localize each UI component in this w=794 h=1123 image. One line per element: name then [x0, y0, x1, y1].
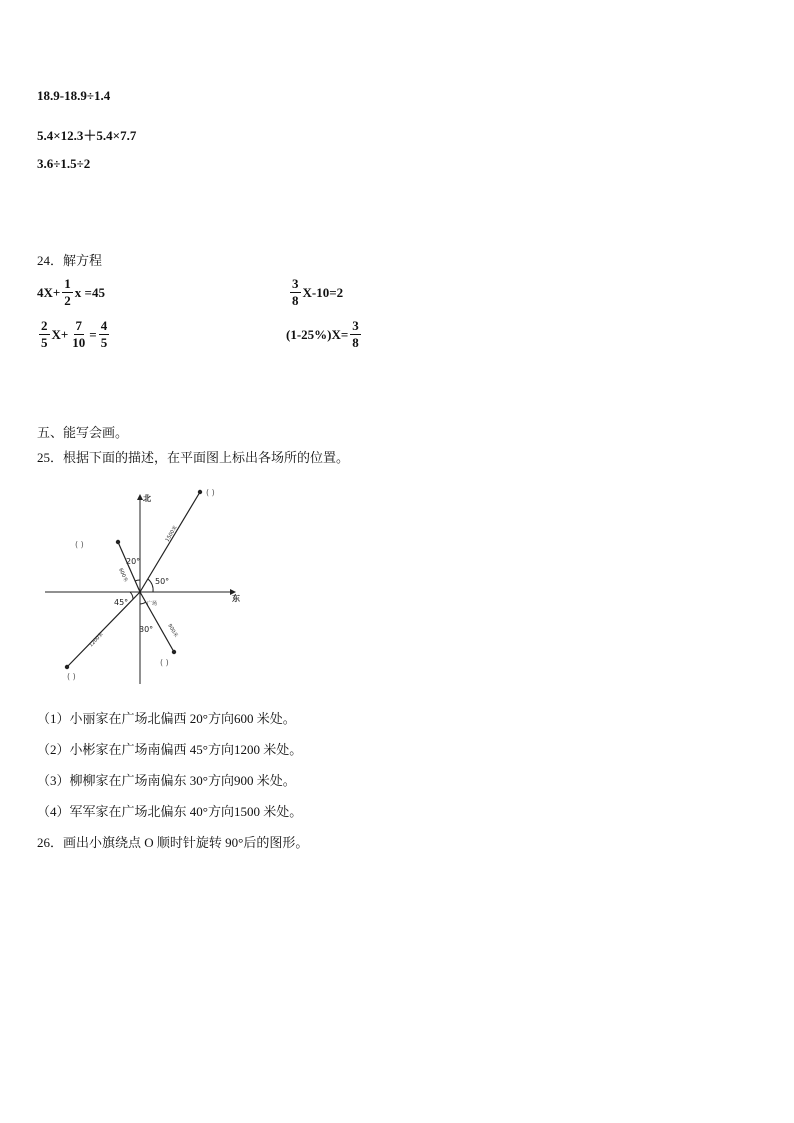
blank-ne: ( ) [206, 488, 215, 497]
equation-1-denominator: 2 [64, 293, 71, 308]
angle-label-45: 45° [114, 598, 129, 607]
equation-1-prefix: 4X+ [37, 284, 61, 300]
blank-se: ( ) [160, 658, 169, 667]
question-26-title: 26．画出小旗绕点 O 顺时针旋转 90°后的图形。 [37, 835, 309, 850]
point-nw [116, 540, 120, 544]
angle-arc-30 [140, 602, 146, 604]
angle-arc-50 [148, 579, 153, 592]
equation-3-f2-denominator: 10 [72, 335, 86, 350]
equation-2-denominator: 8 [292, 293, 299, 308]
equation-4-denominator: 8 [352, 335, 359, 350]
angle-label-20: 20° [126, 557, 141, 566]
equation-4-prefix: (1-25%)X= [286, 326, 349, 342]
equation-1-numerator: 1 [64, 276, 71, 291]
equation-1 [37, 276, 105, 309]
question-25-item-4: （4）军军家在广场北偏东 40°方向1500 米处。 [37, 804, 303, 819]
equation-2-fraction [290, 276, 301, 309]
distance-label-nw: 600米 [117, 567, 129, 584]
question-25-title: 25．根据下面的描述，在平面图上标出各场所的位置。 [37, 450, 350, 465]
equation-4 [286, 318, 363, 351]
equation-2-suffix: X-10=2 [302, 284, 344, 300]
direction-diagram [40, 484, 250, 689]
equation-3-f1-numerator: 2 [41, 318, 48, 333]
equation-3-middle: X+ [51, 326, 69, 342]
angle-label-50: 50° [155, 577, 170, 586]
equation-3 [37, 318, 111, 351]
section-5-title: 五、能写会画。 [37, 425, 129, 440]
point-sw [65, 665, 69, 669]
center-label: 广场 [147, 601, 158, 607]
point-se [172, 650, 176, 654]
calc-line-3: 3.6÷1.5÷2 [37, 156, 91, 171]
equation-2-numerator: 3 [292, 276, 299, 291]
north-label: 北 [143, 494, 151, 503]
angle-label-30: 30° [139, 625, 154, 634]
point-ne [198, 490, 202, 494]
equation-3-equals: = [89, 326, 97, 342]
question-25-item-1: （1）小丽家在广场北偏西 20°方向600 米处。 [37, 711, 296, 726]
distance-label-se: 900米 [166, 623, 179, 639]
distance-label-sw: 1200米 [88, 631, 105, 649]
ray-sw [67, 592, 140, 667]
equation-2 [288, 276, 343, 309]
equation-1-fraction [62, 276, 73, 309]
calc-line-2: 5.4×12.3＋5.4×7.7 [37, 128, 137, 143]
equation-3-fraction-1 [39, 318, 50, 351]
equation-3-f3-numerator: 4 [100, 318, 108, 333]
equation-4-numerator: 3 [352, 318, 359, 333]
question-24-title: 24．解方程 [37, 253, 103, 268]
question-25-item-2: （2）小彬家在广场南偏西 45°方向1200 米处。 [37, 742, 303, 757]
blank-sw: ( ) [67, 672, 76, 681]
equation-3-f1-denominator: 5 [41, 335, 48, 350]
angle-arc-45 [130, 592, 133, 599]
angle-arc-20 [135, 580, 140, 581]
equation-3-fraction-2 [70, 318, 87, 351]
east-label: 东 [232, 594, 240, 603]
question-25-item-3: （3）柳柳家在广场南偏东 30°方向900 米处。 [37, 773, 296, 788]
calc-line-1: 18.9-18.9÷1.4 [37, 88, 111, 103]
equation-3-fraction-3 [99, 318, 110, 351]
equation-4-fraction [350, 318, 361, 351]
equation-3-f2-numerator: 7 [75, 318, 83, 333]
equation-3-f3-denominator: 5 [100, 335, 108, 350]
equation-1-suffix: x =45 [74, 284, 105, 300]
blank-nw: ( ) [75, 540, 84, 549]
distance-label-ne: 1500米 [164, 524, 179, 544]
